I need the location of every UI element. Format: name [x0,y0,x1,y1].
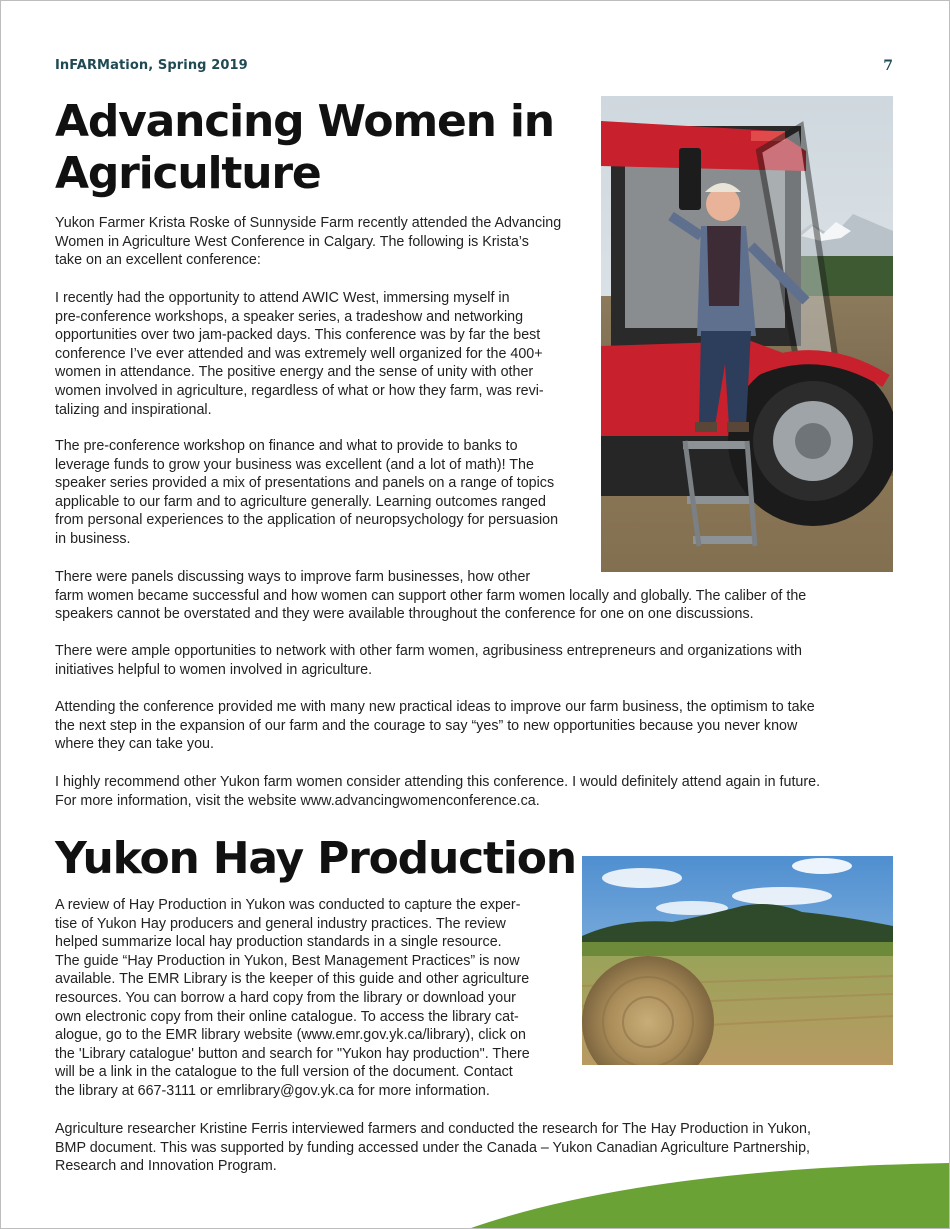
article-title-line1: Advancing Women in [55,96,554,147]
text-line: women in attendance. The positive energy and the sense of unity with other [55,364,534,381]
article-paragraph [55,642,802,679]
text-line: from personal experiences to the application of neuropsychology for persuasion [55,512,559,529]
text-line: talizing and inspirational. [55,401,212,418]
text-line: resources. You can borrow a hard copy from the library or download your [55,989,516,1006]
tractor-illustration [601,96,893,572]
text-line: tise of Yukon Hay producers and general industry practices. The review [55,915,506,932]
text-line: the library at 667-3111 or emrlibrary@gov.yk.ca for more information. [55,1082,490,1099]
text-line: Attending the conference provided me with many new practical ideas to improve our farm business, the optimism to take [55,699,815,715]
text-line: available. The EMR Library is the keeper of this guide and other agriculture [55,971,530,988]
text-line: farm women became successful and how women can support other farm women locally and globally. The caliber of the [55,587,807,604]
hay-field-photo [582,856,893,1065]
text-line: For more information, visit the website www.advancingwomenconference.ca. [55,792,540,809]
text-line: The pre-conference workshop on finance and what to provide to banks to [55,438,518,454]
text-line: pre-conference workshops, a speaker series, a tradeshow and networking [55,308,524,325]
hay-field-illustration [582,856,893,1065]
text-line: applicable to our farm and to agriculture generally. Learning outcomes ranged [55,493,546,510]
page-number: 7 [883,58,893,74]
text-line: There were ample opportunities to network with other farm women, agribusiness entrepreneurs and organizations with [55,643,802,659]
article-title-line2: Agriculture [55,148,321,199]
text-line: Yukon Farmer Krista Roske of Sunnyside Farm recently attended the Advancing [55,215,562,231]
article-paragraph [55,568,806,624]
article-paragraph [55,773,820,810]
text-line: take on an excellent conference: [55,252,261,269]
text-line: opportunities over two jam-packed days. This conference was by far the best [55,327,541,344]
article-title: Yukon Hay Production [55,833,576,884]
tractor-photo [601,96,893,572]
text-line: speakers cannot be overstated and they were available throughout the conference for one on one discussions. [55,606,754,623]
text-line: conference I’ve ever attended and was extremely well organized for the 400+ [55,345,543,362]
article-paragraph [55,214,561,270]
text-line: BMP document. This was supported by funding accessed under the Canada – Yukon Canadian Agriculture Partnership, [55,1139,811,1156]
text-line: will be a link in the catalogue to the full version of the document. Contact [55,1064,513,1081]
article-paragraph [55,698,815,754]
text-line: in business. [55,530,131,547]
text-line: Research and Innovation Program. [55,1158,277,1175]
article-paragraph [55,896,530,1101]
text-line: women involved in agriculture, regardless of what or how they farm, was revi- [55,382,544,399]
publication-header: InFARMation, Spring 2019 [55,58,248,73]
text-line: Women in Agriculture West Conference in Calgary. The following is Krista’s [55,233,529,250]
text-line: leverage funds to grow your business was excellent (and a lot of math)! The [55,456,534,473]
text-line: Agriculture researcher Kristine Ferris interviewed farmers and conducted the research for The Hay Production in Yukon, [55,1121,811,1137]
text-line: A review of Hay Production in Yukon was conducted to capture the exper- [55,897,521,913]
text-line: I recently had the opportunity to attend AWIC West, immersing myself in [55,290,510,306]
article-paragraph [55,1120,811,1176]
text-line: initiatives helpful to women involved in agriculture. [55,661,373,678]
article-paragraph [55,437,558,549]
text-line: where they can take you. [55,736,214,753]
text-line: own electronic copy from their online catalogue. To access the library cat- [55,1008,519,1025]
text-line: There were panels discussing ways to improve farm businesses, how other [55,569,531,585]
text-line: the next step in the expansion of our farm and the courage to say “yes” to new opportunities because you never know [55,717,798,734]
article-paragraph [55,289,544,419]
text-line: helped summarize local hay production standards in a single resource. [55,934,502,951]
text-line: alogue, go to the EMR library website (www.emr.gov.yk.ca/library), click on [55,1027,526,1044]
text-line: The guide “Hay Production in Yukon, Best Management Practices” is now [55,952,520,969]
text-line: speaker series provided a mix of presentations and panels on a range of topics [55,475,555,492]
text-line: the 'Library catalogue' button and search for "Yukon hay production". There [55,1045,530,1062]
text-line: I highly recommend other Yukon farm women consider attending this conference. I would definitely attend again in future. [55,774,821,790]
